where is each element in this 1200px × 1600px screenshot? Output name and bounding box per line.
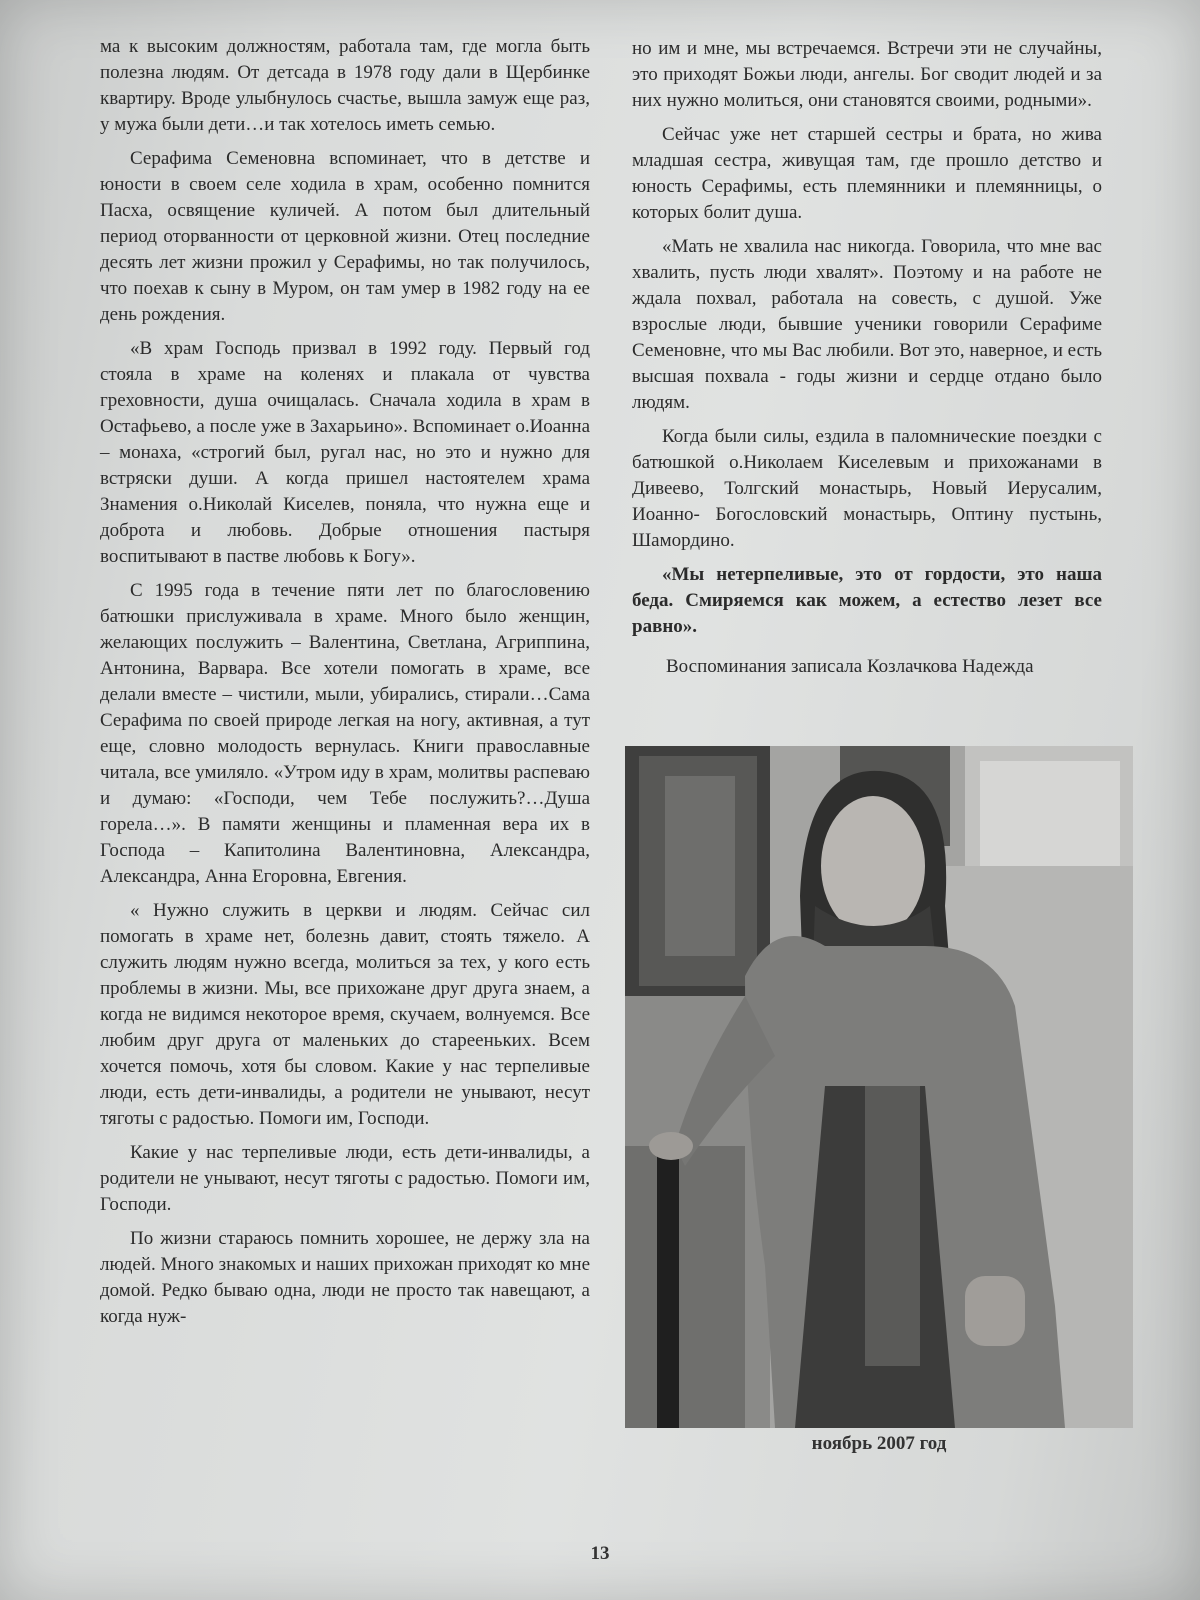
portrait-photo-illustration <box>625 746 1133 1428</box>
paragraph: С 1995 года в течение пяти лет по благословению батюшки прислуживала в храме. Много было женщин, желающих послужить – Валентина, Светлана, Агриппина, Антонина, Варвара. Все хотели помогать в храме, все делали вместе – чистили, мыли, убирались, стирали…Сама Серафима по своей природе легкая на ногу, активная, а тут еще, словно молодость вернулась. Книги православные читала, все умиляло. «Утром иду в храм, молитвы распеваю и думаю: «Господи, чем Тебе послужить?…Душа горела…». В памяти женщины и пламенная вера их в Господа – Капитолина Валентиновна, Александра, Александра, Анна Егоровна, Евгения. <box>100 580 590 887</box>
paragraph: но им и мне, мы встречаемся. Встречи эти не случайны, это приходят Божьи люди, ангелы. Бог сводит людей и за них нужно молиться, они становятся своими, родными». <box>632 38 1102 111</box>
paragraph: ма к высоким должностям, работала там, где могла быть полезна людям. От детсада в 1978 году дали в Щербинке квартиру. Вроде улыбнулось счастье, вышла замуж еще раз, у мужа были дети…и так хотелось иметь семью. <box>100 36 590 135</box>
right-text-column <box>632 36 1102 688</box>
paragraph: Серафима Семеновна вспоминает, что в детстве и юности в своем селе ходила в храм, особенно помнится Пасха, освящение куличей. А потом был длительный период оторванности от церковной жизни. Отец последние десять лет жизни прожил у Серафимы, но так получилось, что поехав к сыну в Муром, он там умер в 1982 году на ее день рождения. <box>100 148 590 325</box>
portrait-photo <box>625 746 1133 1428</box>
paragraph: Какие у нас терпеливые люди, есть дети-инвалиды, а родители не унывают, несут тяготы с радостью. Помоги им, Господи. <box>100 1142 590 1215</box>
page-number: 13 <box>590 1543 610 1564</box>
left-text-column <box>100 34 590 1338</box>
photo-caption: ноябрь 2007 год <box>811 1433 947 1454</box>
paragraph: По жизни стараюсь помнить хорошее, не держу зла на людей. Много знакомых и наших прихожан приходят ко мне домой. Редко бываю одна, люди не просто так навещают, а когда нуж- <box>100 1228 591 1327</box>
paragraph: Сейчас уже нет старшей сестры и брата, но жива младшая сестра, живущая там, где прошло детство и юность Серафимы, есть племянники и племянницы, о которых болит душа. <box>632 124 1102 223</box>
paragraph: « Нужно служить в церкви и людям. Сейчас сил помогать в храме нет, болезнь давит, стоять тяжело. А служить людям нужно всегда, молиться за тех, у кого есть проблемы в жизни. Мы, все прихожане друг друга знаем, а когда не видимся некоторое время, скучаем, волнуемся. Все любим друг друга от маленьких до старееньких. Всем хочется помочь, хотя бы словом. Какие у нас терпеливые люди, есть дети-инвалиды, а родители не унывают, несут тяготы с радостью. Помоги им, Господи. <box>100 900 590 1129</box>
paragraph: «Мать не хвалила нас никогда. Говорила, что мне вас хвалить, пусть люди хвалят». Поэтому и на работе не ждала похвал, работала на совесть, с душой. Уже взрослые люди, бывшие ученики говорили Серафиме Семеновне, что мы Вас любили. Вот это, наверное, и есть высшая похвала - годы жизни и сердце отдано было людям. <box>632 236 1102 413</box>
bold-quote: «Мы нетерпеливые, это от гордости, это наша беда. Смиряемся как можем, а естество лезет все равно». <box>632 564 1102 637</box>
paragraph: «В храм Господь призвал в 1992 году. Первый год стояла в храме на коленях и плакала от чувства греховности, душа очищалась. Сначала ходила в храм в Остафьево, а после уже в Захарьино». Вспоминает о.Иоанна – монаха, «строгий был, ругал нас, но это и нужно для встряски души. А когда пришел настоятелем храма Знамения о.Николай Киселев, поняла, что нужна еще и доброта и любовь. Добрые отношения пастыря воспитывают в пастве любовь к Богу». <box>100 338 590 567</box>
paragraph: Когда были силы, ездила в паломнические поездки с батюшкой о.Николаем Киселевым и прихожанами в Дивеево, Толгский монастырь, Новый Иерусалим, Иоанно- Богословский монастырь, Оптину пустынь, Шамордино. <box>632 426 1102 551</box>
author-byline: Воспоминания записала Козлачкова Надежда <box>666 656 1034 677</box>
